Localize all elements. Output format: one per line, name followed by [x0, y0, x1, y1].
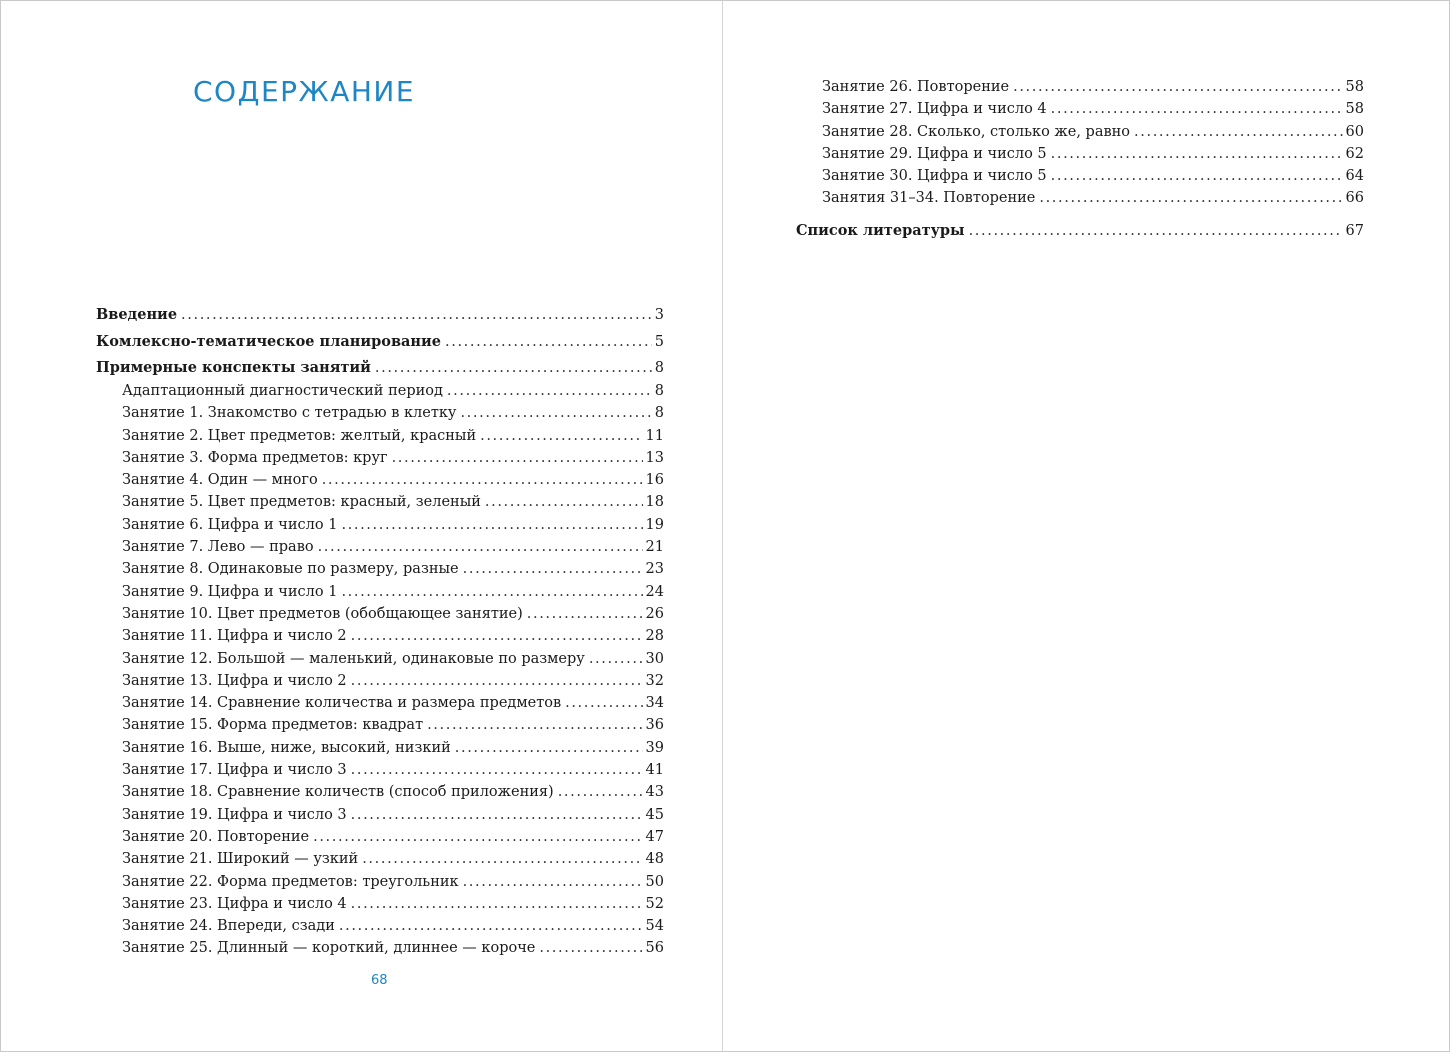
toc-entry-label: Занятие 11. Цифра и число 2 — [122, 628, 347, 645]
dot-leader — [375, 355, 652, 382]
toc-entry[interactable] — [96, 425, 664, 447]
toc-entry[interactable] — [96, 491, 664, 513]
dot-leader — [1013, 76, 1342, 98]
dot-leader — [460, 402, 651, 424]
dot-leader — [339, 915, 643, 937]
dot-leader — [181, 302, 652, 329]
toc-entry[interactable] — [96, 670, 664, 692]
toc-entry[interactable] — [796, 121, 1364, 143]
dot-leader — [445, 329, 652, 356]
toc-entry[interactable] — [96, 915, 664, 937]
toc-entry[interactable] — [96, 759, 664, 781]
toc-left-list — [96, 302, 664, 382]
toc-page-number: 58 — [1345, 79, 1364, 95]
toc-entry-label: Занятия 31–34. Повторение — [822, 190, 1036, 207]
toc-section-planning[interactable] — [96, 329, 664, 356]
toc-entry-label: Занятие 29. Цифра и число 5 — [822, 145, 1047, 162]
toc-entry[interactable] — [96, 937, 664, 959]
toc-entry-label: Занятие 6. Цифра и число 1 — [122, 516, 338, 533]
toc-page-number: 66 — [1345, 190, 1364, 207]
toc-page-number: 52 — [645, 895, 664, 912]
toc-entry[interactable] — [96, 402, 664, 424]
dot-leader — [351, 625, 643, 647]
toc-entry-label: Занятие 1. Знакомство с тетрадью в клетку — [122, 405, 457, 422]
dot-leader — [1051, 165, 1343, 187]
left-page — [0, 0, 722, 1052]
toc-entry-label: Занятие 15. Форма предметов: квадрат — [122, 717, 424, 734]
toc-page-number: 23 — [645, 561, 664, 578]
toc-entry-label: Занятие 17. Цифра и число 3 — [122, 762, 347, 779]
toc-page-number: 30 — [645, 650, 664, 667]
toc-entry-label: Занятие 28. Сколько, столько же, равно — [822, 123, 1131, 140]
dot-leader — [527, 603, 643, 625]
dot-leader — [322, 469, 643, 491]
toc-page-number: 3 — [654, 307, 664, 323]
toc-section-label: Введение — [96, 306, 178, 323]
toc-page-number: 34 — [645, 695, 664, 712]
toc-entry[interactable] — [96, 692, 664, 714]
toc-page-number: 8 — [654, 360, 664, 376]
toc-page-number: 5 — [654, 333, 664, 350]
toc-section-lessons[interactable] — [96, 355, 664, 382]
toc-entry-label: Занятие 23. Цифра и число 4 — [122, 895, 347, 912]
dot-leader — [1051, 143, 1343, 165]
toc-entry[interactable] — [796, 165, 1364, 187]
toc-entry-label: Занятие 19. Цифра и число 3 — [122, 806, 347, 823]
toc-page-number: 13 — [645, 449, 664, 466]
dot-leader — [351, 893, 643, 915]
toc-entry[interactable] — [96, 648, 664, 670]
toc-entry[interactable] — [96, 625, 664, 647]
dot-leader — [1134, 121, 1343, 143]
toc-entry-label: Занятие 2. Цвет предметов: желтый, красный — [122, 427, 477, 444]
toc-entry[interactable] — [96, 536, 664, 558]
toc-page-number: 16 — [645, 472, 664, 489]
page-title: СОДЕРЖАНИЕ — [193, 75, 416, 108]
toc-page-number: 50 — [645, 873, 664, 890]
toc-section-label: Комлексно-тематическое планирование — [96, 332, 442, 350]
toc-entry[interactable] — [96, 581, 664, 603]
dot-leader — [565, 692, 642, 714]
page-number: 68 — [371, 973, 388, 988]
toc-page-number: 19 — [645, 516, 664, 533]
toc-entry-label: Занятие 27. Цифра и число 4 — [822, 101, 1047, 118]
toc-page-number: 54 — [645, 918, 664, 935]
toc-entry[interactable] — [96, 737, 664, 759]
dot-leader — [455, 737, 643, 759]
dot-leader — [485, 491, 643, 513]
toc-entry[interactable] — [796, 143, 1364, 165]
toc-page-number: 8 — [654, 405, 664, 422]
toc-entry-label: Адаптационный диагностический период — [122, 383, 443, 399]
toc-page-number: 36 — [645, 717, 664, 734]
toc-right-entries — [796, 76, 1364, 210]
toc-page-number: 56 — [645, 940, 664, 957]
toc-page-number: 58 — [1345, 101, 1364, 118]
dot-leader — [969, 219, 1343, 243]
toc-entry-label: Занятие 30. Цифра и число 5 — [822, 168, 1047, 185]
dot-leader — [351, 759, 643, 781]
toc-page-number: 67 — [1345, 223, 1364, 239]
dot-leader — [589, 648, 643, 670]
toc-entry-label: Занятие 12. Большой — маленький, одинаковые по размеру — [122, 650, 585, 667]
dot-leader — [392, 447, 643, 469]
toc-entry-label: Занятие 22. Форма предметов: треугольник — [122, 873, 459, 890]
dot-leader — [318, 536, 643, 558]
toc-page-number: 64 — [1345, 168, 1364, 185]
toc-entry-label: Занятие 7. Лево — право — [122, 539, 314, 556]
toc-entry[interactable] — [96, 826, 664, 848]
toc-page-number: 21 — [645, 539, 664, 556]
toc-entry[interactable] — [796, 187, 1364, 209]
dot-leader — [341, 514, 642, 536]
toc-entry-label: Занятие 24. Впереди, сзади — [122, 918, 335, 935]
dot-leader — [558, 781, 643, 803]
toc-section-label: Список литературы — [796, 222, 965, 239]
toc-page-number: 11 — [645, 427, 664, 444]
toc-section-bibliography[interactable] — [796, 219, 1364, 243]
toc-entry-label: Занятие 8. Одинаковые по размеру, разные — [122, 561, 459, 578]
toc-entry[interactable] — [96, 714, 664, 736]
toc-entry-label: Занятие 10. Цвет предметов (обобщающее занятие) — [122, 605, 523, 622]
dot-leader — [463, 871, 643, 893]
toc-page-number: 18 — [645, 494, 664, 511]
toc-entry[interactable] — [96, 871, 664, 893]
dot-leader — [313, 826, 642, 848]
toc-page-number: 45 — [645, 806, 664, 823]
toc-page-number: 47 — [645, 828, 664, 845]
toc-page-number: 48 — [645, 851, 664, 868]
toc-entry-label: Занятие 3. Форма предметов: круг — [122, 449, 388, 466]
dot-leader — [1039, 187, 1342, 209]
dot-leader — [463, 558, 643, 580]
toc-entry-label: Занятие 25. Длинный — короткий, длиннее — короче — [122, 940, 536, 957]
dot-leader — [362, 848, 642, 870]
toc-entry-label: Занятие 14. Сравнение количества и размера предметов — [122, 695, 562, 712]
dot-leader — [447, 380, 652, 402]
toc-entry[interactable] — [96, 380, 664, 402]
toc-page-number: 28 — [645, 628, 664, 645]
toc-entry-label: Занятие 20. Повторение — [122, 828, 310, 845]
toc-entry-label: Занятие 9. Цифра и число 1 — [122, 583, 338, 600]
toc-page-number: 39 — [645, 739, 664, 756]
toc-page-number: 8 — [654, 383, 664, 399]
toc-entry-label: Занятие 4. Один — много — [122, 472, 318, 489]
toc-entry[interactable] — [96, 781, 664, 803]
toc-left-entries — [96, 380, 664, 960]
toc-page-number: 41 — [645, 762, 664, 779]
toc-entry[interactable] — [96, 893, 664, 915]
toc-page-number: 43 — [645, 784, 664, 801]
dot-leader — [427, 714, 642, 736]
toc-page-number: 62 — [1345, 145, 1364, 162]
toc-entry[interactable] — [96, 804, 664, 826]
toc-entry[interactable] — [96, 514, 664, 536]
toc-section-intro[interactable] — [96, 302, 664, 329]
toc-page-number: 26 — [645, 605, 664, 622]
toc-section-label: Примерные конспекты занятий — [96, 359, 371, 376]
toc-entry[interactable] — [96, 848, 664, 870]
toc-entry[interactable] — [796, 76, 1364, 98]
dot-leader — [480, 425, 642, 447]
toc-page-number: 24 — [645, 583, 664, 600]
toc-entry[interactable] — [96, 558, 664, 580]
toc-entry[interactable] — [96, 447, 664, 469]
dot-leader — [539, 937, 642, 959]
toc-entry-label: Занятие 18. Сравнение количеств (способ приложения) — [122, 784, 554, 801]
toc-entry-label: Занятие 21. Широкий — узкий — [122, 851, 359, 868]
toc-entry[interactable] — [796, 98, 1364, 120]
dot-leader — [341, 581, 642, 603]
dot-leader — [351, 804, 643, 826]
dot-leader — [1051, 98, 1343, 120]
toc-entry-label: Занятие 26. Повторение — [822, 79, 1010, 95]
toc-entry-label: Занятие 16. Выше, ниже, высокий, низкий — [122, 739, 451, 756]
toc-page-number: 32 — [645, 672, 664, 689]
dot-leader — [351, 670, 643, 692]
toc-entry[interactable] — [96, 603, 664, 625]
toc-page-number: 60 — [1345, 123, 1364, 140]
toc-right-section — [796, 214, 1364, 243]
toc-entry-label: Занятие 5. Цвет предметов: красный, зеленый — [122, 494, 481, 511]
toc-entry-label: Занятие 13. Цифра и число 2 — [122, 672, 347, 689]
toc-entry[interactable] — [96, 469, 664, 491]
